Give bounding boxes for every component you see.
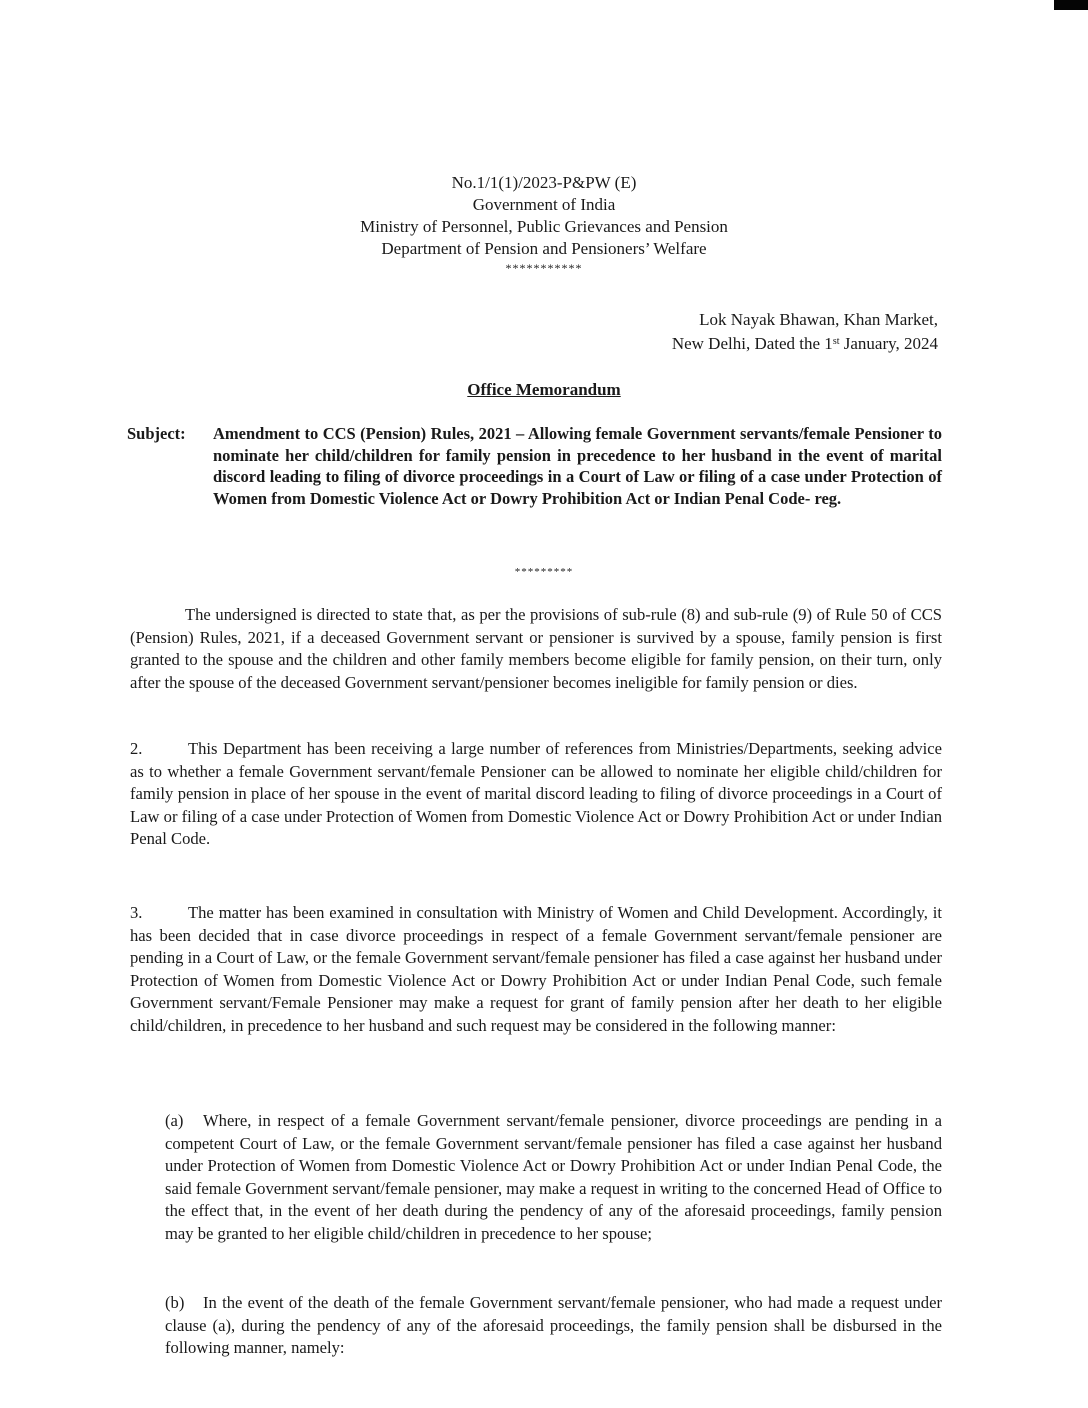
government-name: Government of India <box>472 195 616 214</box>
clause-label: (a) <box>165 1111 184 1130</box>
paragraph-text: The matter has been examined in consultation with Ministry of Women and Child Development. Accordingly, it has been decided that in case divorce proceedings in respect of a female Government servant/female pensioner are pending in a Court of Law, or the female Government servant/female pensioner has filed a case against her husband under Protection of Women from Domestic Violence Act or Dowry Prohibition Act or under Indian Penal Code, such female Government servant/Female Pensioner may make a request for grant of family pension after her death to her eligible child/children, in precedence to her husband and such request may be considered in the following manner: <box>130 903 942 1035</box>
paragraph-3 <box>130 902 942 1037</box>
date-ordinal: st <box>832 336 840 347</box>
subject-block <box>127 423 942 509</box>
department-name: Department of Pension and Pensioners’ Welfare <box>381 239 707 258</box>
section-divider: ********* <box>514 566 574 578</box>
clause-label: (b) <box>165 1293 185 1312</box>
paragraph-text: This Department has been receiving a large number of references from Ministries/Departments, seeking advice as to whether a female Government servant/female Pensioner can be allowed to nominate her eligible child/children for family pension in place of her spouse in the event of marital discord leading to filing of divorce proceedings in a Court of Law or filing of a case under Protection of Women from Domestic Violence Act or Dowry Prohibition Act or under Indian Penal Code. <box>130 739 942 848</box>
address-line-1: Lok Nayak Bhawan, Khan Market, <box>699 310 938 329</box>
address-block <box>672 308 938 356</box>
clause-text: Where, in respect of a female Government servant/female pensioner, divorce proceedings are pending in a competent Court of Law, or the female Government servant/female pensioner has filed a case against her husband under Protection of Women from Domestic Violence Act or Dowry Prohibition Act or under Indian Penal Code, the said female Government servant/female pensioner, may make a request in writing to the concerned Head of Office to the effect that, in the event of her death during the pendency of any of the aforesaid proceedings, family pension may be granted to her eligible child/children in precedence to her spouse; <box>165 1111 942 1243</box>
subject-text: Amendment to CCS (Pension) Rules, 2021 – Allowing female Government servants/female Pensioner to nominate her child/children for family pension in precedence to her husband in the event of marital discord leading to filing of divorce proceedings in a Court of Law or filing of a case under Protection of Women from Domestic Violence Act or Dowry Prohibition Act or Indian Penal Code- reg. <box>213 424 942 508</box>
paragraph-2 <box>130 738 942 851</box>
paragraph-number: 2. <box>130 739 143 758</box>
clause-a <box>165 1110 942 1245</box>
date-prefix: New Delhi, Dated the 1 <box>671 334 833 353</box>
date-suffix: January, 2024 <box>839 334 938 353</box>
document-title: Office Memorandum <box>467 380 621 399</box>
subject-label: Subject: <box>127 424 186 443</box>
paragraph-number: 3. <box>130 903 143 922</box>
header-divider: *********** <box>505 261 583 275</box>
paragraph-text: The undersigned is directed to state that, as per the provisions of sub-rule (8) and sub-rule (9) of Rule 50 of CCS (Pension) Rules, 2021, if a deceased Government servant or pensioner is survived by a spouse, family pension is first granted to the spouse and the children and other family members become eligible for family pension, on their turn, only after the spouse of the deceased Government servant/pensioner becomes ineligible for family pension or dies. <box>130 605 942 692</box>
clause-b <box>165 1292 942 1360</box>
ministry-name: Ministry of Personnel, Public Grievances and Pension <box>360 217 728 236</box>
paragraph-1 <box>130 604 942 694</box>
letterhead <box>0 172 1088 275</box>
clause-text: In the event of the death of the female Government servant/female pensioner, who had made a request under clause (a), during the pendency of any of the aforesaid proceedings, the family pension shall be disbursed in the following manner, namely: <box>165 1293 942 1357</box>
reference-number: No.1/1(1)/2023-P&PW (E) <box>451 173 637 192</box>
address-line-2 <box>672 332 938 356</box>
